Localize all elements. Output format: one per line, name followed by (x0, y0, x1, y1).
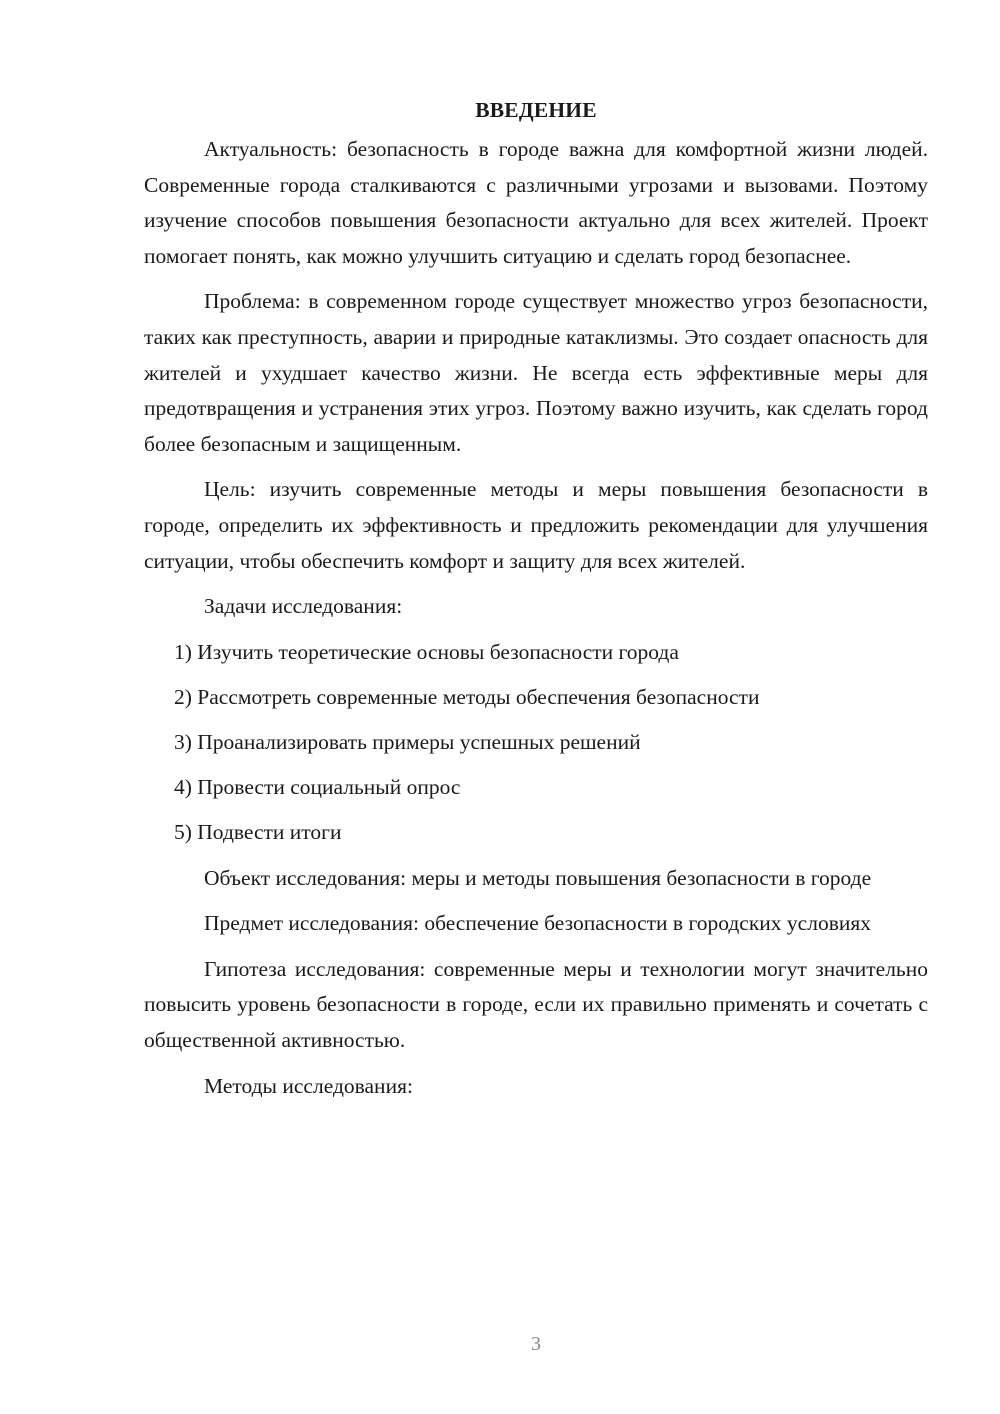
paragraph-object: Объект исследования: меры и методы повышения безопасности в городе (204, 865, 872, 890)
paragraph-hypothesis: Гипотеза исследования: современные меры и технологии могут значительно повысить уровень безопасности в городе, если их правильно применять и сочетать с общественной активностью. (144, 956, 928, 1053)
paragraph-subject: Предмет исследования: обеспечение безопасности в городских условиях (204, 911, 871, 936)
page-title: ВВЕДЕНИЕ (475, 98, 597, 122)
page-number: 3 (531, 1333, 541, 1355)
paragraph-relevance: Актуальность: безопасность в городе важна для комфортной жизни людей. Современные города сталкиваются с различными угрозами и вызовами. Поэтому изучение способов повышения безопасности актуально для всех жителей. Проект помогает понять, как можно улучшить ситуацию и сделать город безопаснее. (144, 137, 928, 268)
list-item: 5) Подвести итоги (174, 820, 342, 845)
list-item: 4) Провести социальный опрос (174, 775, 461, 800)
paragraph-problem: Проблема: в современном городе существует множество угроз безопасности, таких как преступность, аварии и природные катаклизмы. Это создает опасность для жителей и ухудшает качество жизни. Не всегда есть эффективные меры для предотвращения и устранения этих угроз. Поэтому важно изучить, как сделать город более безопасным и защищенным. (144, 289, 928, 456)
paragraph-goal: Цель: изучить современные методы и меры повышения безопасности в городе, определить их эффективность и предложить рекомендации для улучшения ситуации, чтобы обеспечить комфорт и защиту для всех жителей. (144, 477, 928, 573)
list-item: 3) Проанализировать примеры успешных решений (174, 730, 641, 755)
list-item: 2) Рассмотреть современные методы обеспечения безопасности (174, 684, 760, 709)
list-item: 1) Изучить теоретические основы безопасности города (174, 639, 679, 664)
tasks-list (144, 635, 928, 851)
tasks-heading: Задачи исследования: (204, 594, 403, 619)
document-page (144, 92, 928, 1114)
methods-heading: Методы исследования: (204, 1073, 413, 1098)
